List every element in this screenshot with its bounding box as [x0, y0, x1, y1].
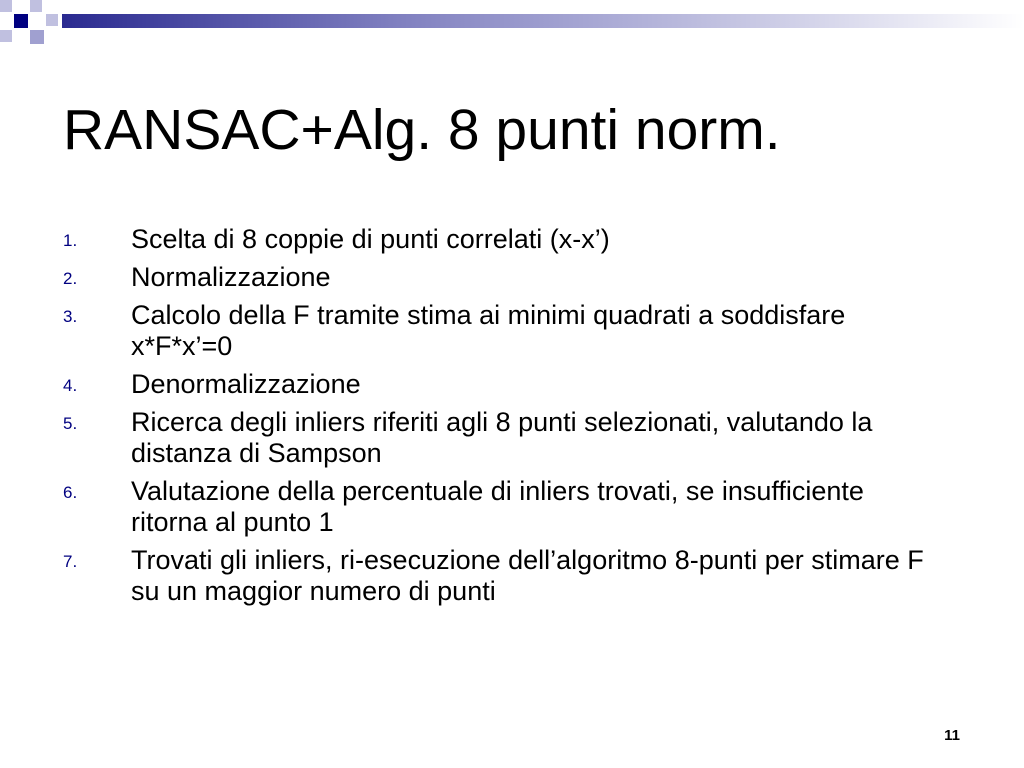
list-item-text: Denormalizzazione: [131, 369, 361, 399]
list-item: [0, 300, 881, 362]
list-item-number: 1.: [63, 231, 78, 250]
deco-square-light-2: [30, 0, 42, 12]
header-gradient-bar: [62, 14, 1024, 28]
slide-title: RANSAC+Alg. 8 punti norm.: [63, 98, 781, 162]
list-item-number: 2.: [63, 269, 78, 288]
list-item: [0, 476, 891, 538]
deco-square-light-4: [30, 30, 44, 44]
list-item: [0, 369, 1000, 400]
deco-square-light-1: [0, 0, 12, 12]
list-item-text: Valutazione della percentuale di inliers trovati, se insufficiente ritorna al punto 1: [131, 476, 864, 537]
deco-square-light-5: [46, 14, 58, 26]
page-number: 11: [944, 727, 960, 744]
list-item: [0, 407, 891, 469]
list-item-number: 4.: [63, 376, 78, 395]
deco-square-dark-1: [14, 14, 28, 28]
decorative-header: [0, 0, 1024, 60]
numbered-list: [0, 224, 1000, 614]
list-item-number: 6.: [63, 483, 78, 502]
list-item-number: 5.: [63, 414, 78, 433]
list-item-text: Scelta di 8 coppie di punti correlati (x-x’): [131, 224, 610, 254]
deco-square-light-3: [0, 30, 12, 42]
list-item: [0, 224, 1000, 255]
list-item-text: Normalizzazione: [131, 262, 331, 292]
list-item-number: 7.: [63, 552, 78, 571]
list-item-text: Ricerca degli inliers riferiti agli 8 punti selezionati, valutando la distanza di Sampson: [131, 407, 873, 468]
list-item-text: Trovati gli inliers, ri-esecuzione dell’algoritmo 8-punti per stimare F su un maggior numero di punti: [131, 545, 924, 606]
list-item: [0, 262, 1000, 293]
list-item-text: Calcolo della F tramite stima ai minimi quadrati a soddisfare x*F*x’=0: [131, 300, 846, 361]
list-item: [0, 545, 941, 607]
list-item-number: 3.: [63, 307, 78, 326]
